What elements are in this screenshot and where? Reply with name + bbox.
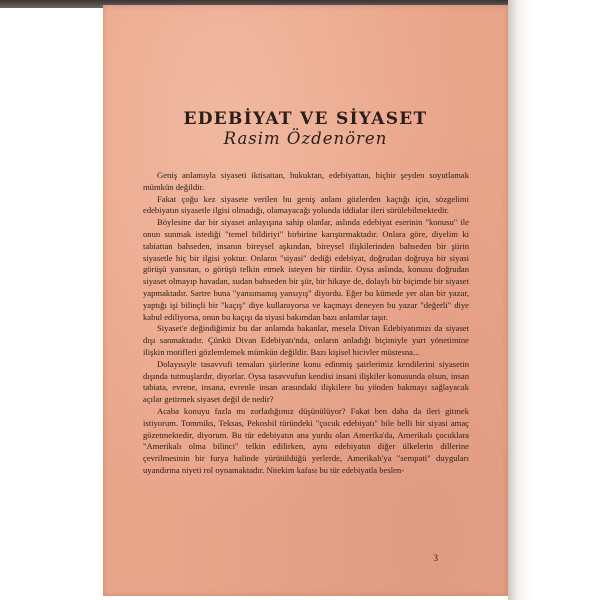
paragraph: Dolayısıyle tasavvufi temaları şiirlerine konu edinmiş şairlerimiz kendilerini siyasetin dışında tutmuşlardır, diyorlar. Oysa tasavvufun kendisi insani ilişkiler konusunda olsun, insan tabiata, evrene, insana, evrenle insan arasındaki ilişkilere bu yönden bakmayı sağlayacak açılar getirmek siyaset değil de nedir? bbox=[143, 358, 469, 405]
paragraph: Böylesine dar bir siyaset anlayışına sahip olanlar, aslında edebiyat eserinin "konusu" ile onun sunmak istediği "temel bildiriyi" birbirine karıştırmaktadır. Onlara göre, diyelim ki tabiattan bahseden, insanın bireysel aşkından, bireysel ilişkilerinden bahseden bir şiirin siyasetle hiç bir ilgisi yoktur. Onların "siyasi" dediği edebiyat, doğrudan doğruya bir siyasi görüşü yansıtan, o görüşü telkin etmek isteyen bir türdür. Oysa aslında, konusu doğrudan siyaset olmayıp havadan, sudan bahseden bir şiir, bir hikaye de, dolaylı bir biçimde bir siyaset yapmaktadır. Sartre buna "yansımamış yansıyış" diyordu. Eğer bu kümede yer alan bir yazar, yaptığı işi bilinçli bir "kaçış" diye kullanıyorsa ve kaçmayı deneyen bu yazar "değerli" diye kabul ediliyorsa, onun bu kaçışı da siyasi bakımdan bazı anlamlar taşır. bbox=[143, 217, 469, 322]
paragraph: Siyaset'e değindiğimiz bu dar anlamda bakanlar, mesela Divan Edebiyatımızı da siyaset dışı sanmaktadır. Çünkü Divan Edebiyatı'nda, onların anladığı biçimiyle yurt yönetimine ilişkin motifleri gözlemlemek mümkün değildir. Bazı kişisel hicivler müstesna... bbox=[143, 323, 469, 357]
article-author: Rasim Özdenören bbox=[223, 129, 388, 148]
book-page bbox=[103, 5, 508, 596]
paragraph: Geniş anlamıyla siyaseti iktisattan, hukuktan, edebiyattan, hiçbir şeyden soyutlamak mümkün değildir. bbox=[143, 170, 469, 192]
scanner-right-margin bbox=[508, 0, 600, 600]
article-title: EDEBİYAT VE SİYASET bbox=[183, 109, 428, 129]
article-body bbox=[143, 170, 469, 477]
paragraph: Acaba konuyu fazla mı zorladığımız düşünülüyor? Fakat ben daha da ileri gitmek istiyorum. Tommiks, Teksas, Pekosbil türündeki "çocuk edebiyatı" bile belli bir siyasi amaç gözetmektedir, diyorum. Bu tür edebiyatın ana yurdu olan Amerika'da, Amerikalı çocuklara "Amerikalı olma bilinci" telkin edilirken, aynı edebiyatın diğer ülkelerin dillerine çevrilmesinin bir furya halinde yürütüldüğü yerlerde, Amerikalı'ya "sempati" duyguları uyandırma niyeti rol oynamaktadır. Nitekim kafası bu tür edebiyatla beslen- bbox=[143, 405, 469, 475]
paragraph: Fakat çoğu kez siyasete verilen bu geniş anlam gözlerden kaçtığı için, sözgelimi edebiyatın siyasetle ilgisi olmadığı, olamayacağı yolunda iddialar ileri sürülebilmektedir. bbox=[143, 193, 469, 216]
page-number: 3 bbox=[433, 553, 438, 563]
